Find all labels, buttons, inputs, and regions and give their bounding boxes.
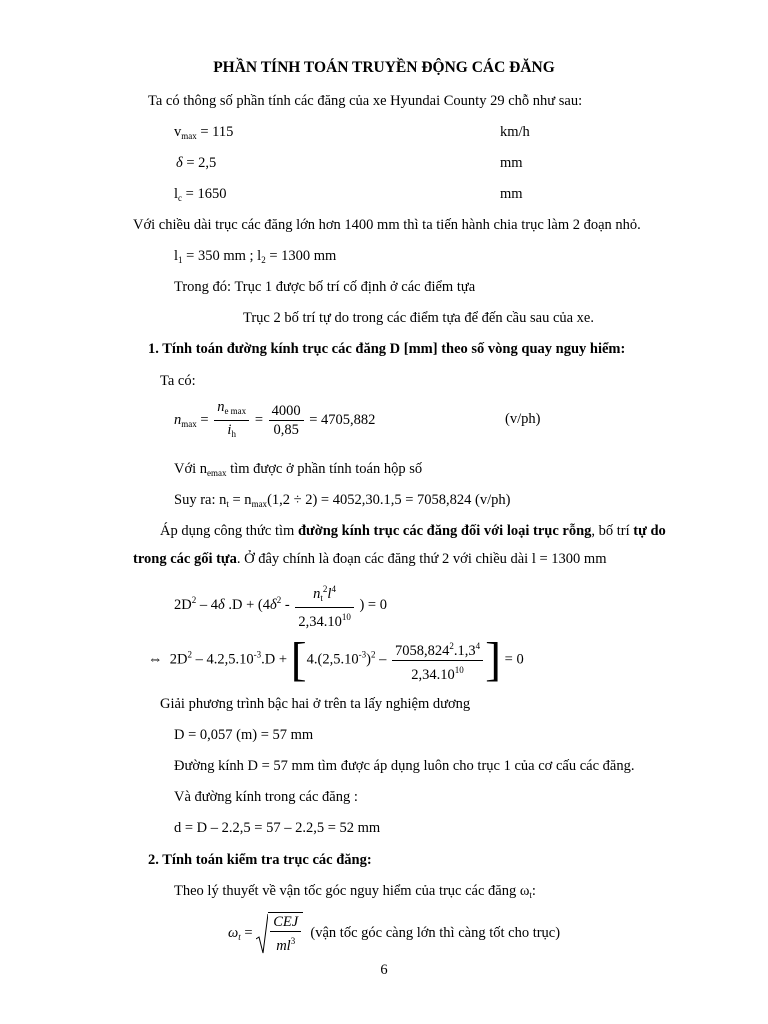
param-lc-unit: mm xyxy=(500,186,523,202)
page-number: 6 xyxy=(380,962,388,978)
param-vmax: $v_{max} = 115$ xyxy=(174,124,234,141)
theory-text: Theo lý thuyết về vận tốc góc nguy hiểm của trục các đăng $\omega_t$: xyxy=(174,883,536,900)
param-delta: δ = 2,5 xyxy=(176,155,217,171)
intro-text: Ta có thông số phần tính các đăng của xe Hyundai County 29 chỗ như sau: xyxy=(148,93,583,109)
section-1-heading: 1. Tính toán đường kính trục các đăng D [mm] theo số vòng quay nguy hiểm: xyxy=(148,341,626,357)
equation-nmax: $n_{max}$ = $\frac{n_{e max}}{i_h}$ = $\frac{4000}{0,85}$ = 4705,882 xyxy=(174,399,376,439)
param-delta-unit: mm xyxy=(500,155,523,171)
truc2-text: Trục 2 bố trí tự do trong các điểm tựa để đến cầu sau của xe. xyxy=(243,310,594,326)
param-vmax-unit: km/h xyxy=(500,124,530,140)
D-apply-text: Đường kính D = 57 mm tìm được áp dụng luôn cho trục 1 của cơ cấu các đăng. xyxy=(174,758,635,774)
ta-co-text: Ta có: xyxy=(160,373,196,389)
D-value: D = 0,057 (m) = 57 mm xyxy=(174,727,314,743)
inner-d-text: Và đường kính trong các đăng : xyxy=(174,789,358,805)
section-2-heading: 2. Tính toán kiểm tra trục các đăng: xyxy=(148,852,372,868)
sqrt-symbol: $\frac{\text{CEJ}}{ml^3}$ xyxy=(256,912,303,955)
equation-quadratic: $2D^2 - 4\delta$ $.D + (4\delta^2$ - $\frac{n_t^2l^4}{2,34.10^{10}}$ ) = 0 xyxy=(174,580,387,631)
equation-nmax-unit: (v/ph) xyxy=(505,411,541,427)
apply-text-line1: Áp dụng công thức tìm đường kính trục các đăng đối với loại trục rỗng, bố trí tự do xyxy=(160,523,666,539)
trong-do-text: Trong đó: Trục 1 được bố trí cố định ở các điểm tựa xyxy=(174,279,476,295)
equation-substituted: ⇔ $2D^2 - 4.2,5.10^{-3}.D + [4.(2,5.10^{-3})^2$ – $\frac{7058,824^2.1,3^4}{2,34.10^{10}}$ ] = 0 xyxy=(148,633,524,686)
equation-omega: $\omega_t$ = $\frac{\text{CEJ}}{ml^3}$ (vận tốc góc càng lớn thì càng tốt cho trục) xyxy=(228,914,561,954)
solve-text: Giải phương trình bậc hai ở trên ta lấy nghiệm dương xyxy=(160,696,471,712)
voi-nemax-text: Với $n_{emax}$ tìm được ở phần tính toán hộp số xyxy=(174,461,423,478)
l-values: $l_1 = 350$ mm ; $l_2 = 1300$ mm xyxy=(174,248,337,265)
suy-ra-text: Suy ra: $n_t = n_{max}(1,2 \div 2) = 4052,30.1,5 = 7058,824$ (v/ph) xyxy=(174,492,511,509)
page-title: PHẦN TÍNH TOÁN TRUYỀN ĐỘNG CÁC ĐĂNG xyxy=(213,59,555,76)
apply-text-line2: trong các gối tựa. Ở đây chính là đoạn các đăng thứ 2 với chiều dài l = 1300 mm xyxy=(133,551,607,567)
split-text: Với chiều dài trục các đăng lớn hơn 1400 mm thì ta tiến hành chia trục làm 2 đoạn nhỏ. xyxy=(133,217,641,233)
param-lc: $l_c = 1650$ xyxy=(174,186,227,203)
d-value: d = D – 2.2,5 = 57 – 2.2,5 = 52 mm xyxy=(174,820,381,836)
